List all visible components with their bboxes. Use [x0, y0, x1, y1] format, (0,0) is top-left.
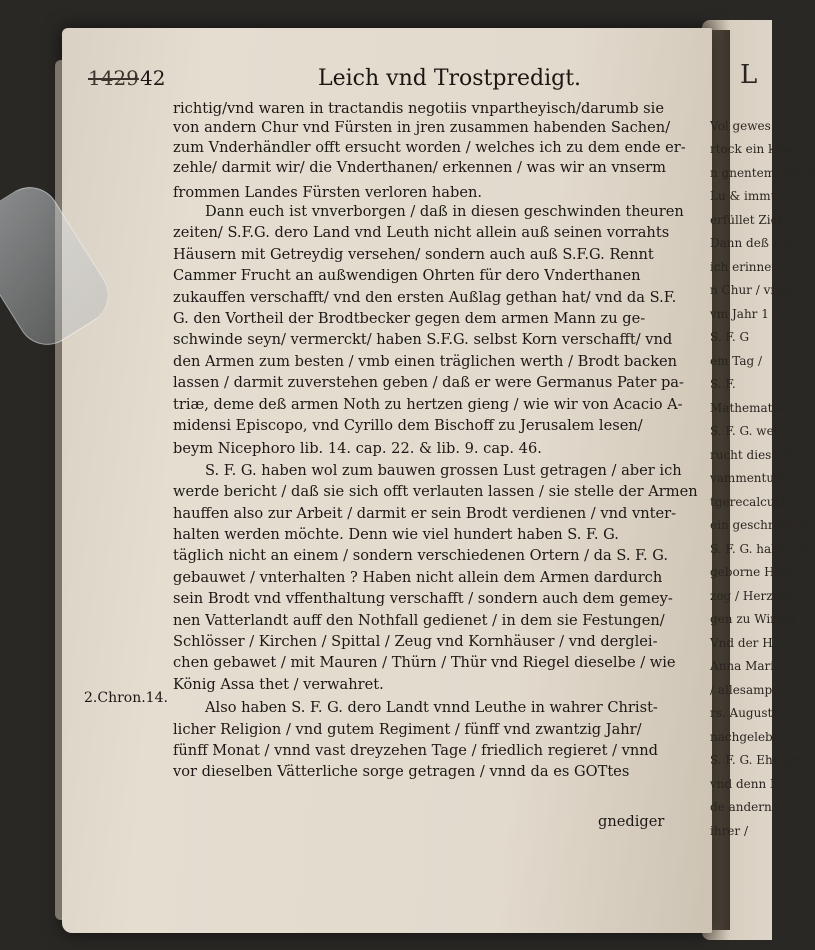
text-line: halten werden möchte. Denn wie viel hundert haben S. F. G.	[173, 526, 619, 543]
text-line: Also haben S. F. G. dero Landt vnnd Leuthe in wahrer Christ-	[205, 699, 658, 717]
facing-page-fragment: Lu & immu	[710, 189, 779, 203]
text-line: werde bericht / daß sie sich offt verlauten lassen / sie stelle der Armen	[173, 483, 698, 501]
facing-page-fragment: rs. Augusti,	[710, 706, 780, 720]
facing-page-fragment: Vol gewes	[710, 118, 771, 133]
text-line: Cammer Frucht an außwendigen Ohrten für dero Vnderthanen	[173, 267, 641, 285]
facing-page-fragment: ich erinnert / D	[710, 259, 804, 274]
text-line: sein Brodt vnd vffenthaltung verschafft / sondern auch dem gemey-	[173, 590, 673, 608]
text-line: G. den Vortheil der Brodtbecker gegen dem armen Mann zu ge-	[173, 310, 646, 327]
facing-page-fragment: Mathematisch	[710, 400, 797, 415]
facing-page-fragment: de andern v	[710, 800, 783, 814]
text-line: Häusern mit Getreydig versehen/ sondern auch auß S.F.G. Rennt	[173, 245, 654, 263]
text-line: von andern Chur vnd Fürsten in jren zusammen habenden Sachen/	[173, 119, 671, 137]
facing-page-fragment: ihrer /	[710, 823, 748, 838]
facing-page-fragment: Dann deß Für	[710, 236, 795, 250]
facing-page-fragment: tgerecalculatio	[710, 494, 802, 509]
facing-page-fragment: vm Jahr 1 5	[710, 306, 781, 321]
text-line: Schlösser / Kirchen / Spittal / Zeug vnd Kornhäuser / vnd derglei-	[173, 633, 658, 650]
text-line: lassen / darmit zuverstehen geben / daß er were Germanus Pater pa-	[173, 374, 684, 392]
text-line: S. F. G. haben wol zum bauwen grossen Lust getragen / aber ich	[205, 461, 682, 479]
margin-note: 2.Chron.14.	[84, 690, 168, 706]
text-line: zeiten/ S.F.G. dero Land vnd Leuth nicht allein auß seinen vorrahts	[173, 224, 670, 242]
facing-page-fragment: vammentum oms	[710, 471, 815, 485]
facing-page-fragment: Anna Mari	[710, 659, 775, 673]
text-line: midensi Episcopo, vnd Cyrillo dem Bischoff zu Jerusalem lesen/	[173, 417, 643, 434]
text-line: licher Religion / vnd gutem Regiment / fünff vnd zwantzig Jahr/	[173, 720, 642, 738]
facing-page-fragment: geborne Herz	[710, 565, 794, 579]
facing-page-fragment: n Chur / vnnd F	[710, 283, 806, 297]
facing-page-fragment: S. F. G. haben de	[710, 541, 813, 556]
text-line: König Assa thet / verwahret.	[173, 675, 384, 693]
page-number: 42	[140, 66, 166, 90]
text-line: richtig/vnd waren in tractandis negotiis vnpartheyisch/darumb sie	[173, 100, 664, 117]
text-line: zukauffen verschafft/ vnd den ersten Außlag gethan hat/ vnd da S.F.	[173, 288, 677, 306]
archive-stamp: 1429	[88, 66, 139, 90]
text-line: zehle/ darmit wir/ die Vnderthanen/ erkennen / was wir an vnserm	[173, 159, 666, 177]
facing-page-fragment: / allesampt	[710, 682, 777, 697]
text-line: fünff Monat / vnnd vast dreyzehen Tage / friedlich regieret / vnnd	[173, 742, 659, 759]
facing-page-fragment: rucht diese Nat	[710, 447, 805, 462]
facing-page-fragment: zog / Herzogs	[710, 588, 794, 603]
facing-page-fragment: gen zu Wirten	[710, 612, 796, 626]
text-line: schwinde seyn/ vermerckt/ haben S.F.G. selbst Korn verschafft/ vnd	[173, 331, 673, 349]
text-line: hauffen also zur Arbeit / darmit er sein Brodt verdienen / vnd vnter-	[173, 504, 676, 522]
catchword: gnediger	[598, 813, 665, 830]
facing-page-fragment: S. F. G	[710, 330, 750, 344]
facing-page-fragment: ein geschrieben	[710, 518, 808, 532]
text-line: frommen Landes Fürsten verloren haben.	[173, 183, 483, 201]
facing-page-fragment: nachgelebt	[710, 729, 778, 744]
facing-page-fragment: S. F. G. welche	[710, 424, 800, 438]
facing-page-fragment: em Tag /	[710, 353, 763, 368]
text-line: gebauwet / vnterhalten ? Haben nicht allein dem Armen dardurch	[173, 568, 663, 586]
text-line: zum Vnderhändler offt ersucht worden / welches ich zu dem ende er-	[173, 138, 686, 156]
facing-page-fragment: vnd denn Für	[710, 776, 792, 791]
text-line: täglich nicht an einem / sondern verschiedenen Ortern / da S. F. G.	[173, 547, 669, 565]
facing-page-fragment: Vnd der H	[710, 635, 773, 650]
text-line: Dann euch ist vnverborgen / daß in diesen geschwinden theuren	[205, 203, 684, 220]
text-line: beym Nicephoro lib. 14. cap. 22. & lib. 9. cap. 46.	[173, 440, 542, 458]
text-line: nen Vatterlandt auff den Nothfall gedienet / in dem sie Festungen/	[173, 611, 665, 629]
facing-page-fragment: n gnentem gewal	[710, 165, 815, 180]
facing-page-fragment: S. F.	[710, 377, 736, 391]
facing-page-fragment: rtock ein klag	[710, 142, 795, 156]
text-line: chen gebawet / mit Mauren / Thürn / Thür vnd Riegel dieselbe / wie	[173, 654, 676, 672]
text-line: vor dieselben Vätterliche sorge getragen / vnnd da es GOTtes	[173, 763, 630, 781]
facing-page-fragment: erfüllet Ziel	[710, 212, 782, 227]
facing-page-fragment: S. F. G. Ehegem	[710, 753, 807, 767]
text-line: den Armen zum besten / vmb einen träglichen werth / Brodt backen	[173, 352, 678, 370]
facing-page-fragment: L	[740, 60, 758, 90]
text-line: triæ, deme deß armen Noth zu hertzen gieng / wie wir von Acacio A-	[173, 395, 683, 413]
running-title: Leich vnd Trostpredigt.	[318, 66, 582, 91]
